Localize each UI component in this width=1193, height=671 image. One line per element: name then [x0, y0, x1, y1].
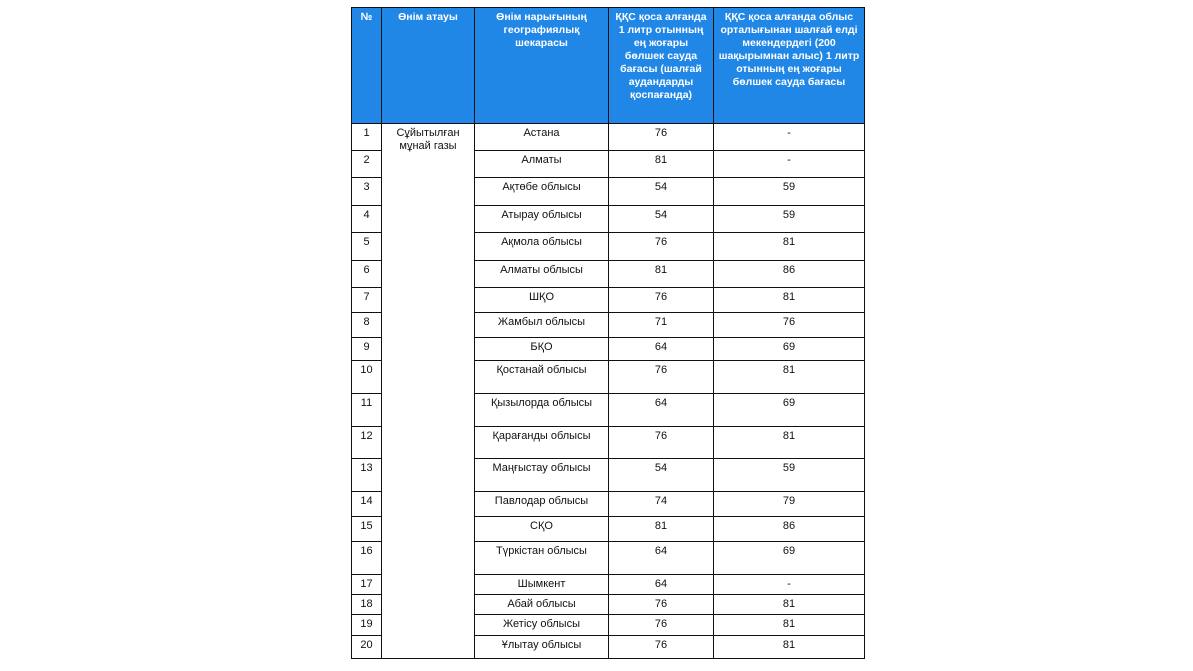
price-center: 76 — [609, 427, 714, 459]
region-name: Қостанай облысы — [475, 361, 609, 394]
price-remote: 86 — [714, 517, 865, 542]
region-name: Атырау облысы — [475, 206, 609, 233]
row-number: 20 — [352, 636, 382, 659]
header-geo: Өнім нарығының географиялық шекарасы — [475, 8, 609, 124]
price-center: 54 — [609, 178, 714, 206]
price-center: 76 — [609, 361, 714, 394]
region-name: Шымкент — [475, 575, 609, 595]
region-name: Алматы облысы — [475, 261, 609, 288]
price-center: 74 — [609, 492, 714, 517]
region-name: Жамбыл облысы — [475, 313, 609, 338]
price-center: 64 — [609, 575, 714, 595]
price-remote: 69 — [714, 394, 865, 427]
price-center: 76 — [609, 636, 714, 659]
price-remote: 76 — [714, 313, 865, 338]
row-number: 5 — [352, 233, 382, 261]
row-number: 9 — [352, 338, 382, 361]
price-remote: - — [714, 124, 865, 151]
price-center: 76 — [609, 595, 714, 615]
price-center: 76 — [609, 233, 714, 261]
region-name: Ақтөбе облысы — [475, 178, 609, 206]
price-center: 76 — [609, 615, 714, 636]
row-number: 11 — [352, 394, 382, 427]
region-name: ШҚО — [475, 288, 609, 313]
price-center: 71 — [609, 313, 714, 338]
region-name: Алматы — [475, 151, 609, 178]
price-remote: 81 — [714, 615, 865, 636]
row-number: 1 — [352, 124, 382, 151]
table-row — [352, 124, 865, 151]
row-number: 6 — [352, 261, 382, 288]
region-name: Астана — [475, 124, 609, 151]
row-number: 10 — [352, 361, 382, 394]
product-name: Сұйытылған мұнай газы — [382, 124, 475, 659]
price-remote: 79 — [714, 492, 865, 517]
region-name: Ұлытау облысы — [475, 636, 609, 659]
price-remote: 81 — [714, 427, 865, 459]
region-name: Түркістан облысы — [475, 542, 609, 575]
price-center: 54 — [609, 459, 714, 492]
price-remote: 69 — [714, 338, 865, 361]
price-center: 64 — [609, 338, 714, 361]
header-num: № — [352, 8, 382, 124]
row-number: 17 — [352, 575, 382, 595]
region-name: Жетісу облысы — [475, 615, 609, 636]
region-name: Абай облысы — [475, 595, 609, 615]
price-remote: 81 — [714, 636, 865, 659]
price-remote: 59 — [714, 459, 865, 492]
price-remote: 59 — [714, 178, 865, 206]
row-number: 12 — [352, 427, 382, 459]
price-remote: 81 — [714, 288, 865, 313]
row-number: 7 — [352, 288, 382, 313]
row-number: 4 — [352, 206, 382, 233]
price-table — [351, 7, 865, 659]
row-number: 14 — [352, 492, 382, 517]
region-name: БҚО — [475, 338, 609, 361]
region-name: Қарағанды облысы — [475, 427, 609, 459]
price-center: 54 — [609, 206, 714, 233]
price-center: 81 — [609, 261, 714, 288]
row-number: 15 — [352, 517, 382, 542]
row-number: 8 — [352, 313, 382, 338]
region-name: Ақмола облысы — [475, 233, 609, 261]
header-row — [352, 8, 865, 124]
row-number: 19 — [352, 615, 382, 636]
price-center: 76 — [609, 124, 714, 151]
price-center: 81 — [609, 517, 714, 542]
header-product: Өнім атауы — [382, 8, 475, 124]
price-remote: 81 — [714, 595, 865, 615]
price-remote: - — [714, 575, 865, 595]
region-name: Қызылорда облысы — [475, 394, 609, 427]
row-number: 13 — [352, 459, 382, 492]
price-center: 64 — [609, 394, 714, 427]
price-center: 81 — [609, 151, 714, 178]
price-remote: 86 — [714, 261, 865, 288]
price-remote: 59 — [714, 206, 865, 233]
price-remote: - — [714, 151, 865, 178]
region-name: СҚО — [475, 517, 609, 542]
header-price-remote: ҚҚС қоса алғанда облыс орталығынан шалғай елді мекендердегі (200 шақырымнан алыс) 1 литр отынның ең жоғары бөлшек сауда бағасы — [714, 8, 865, 124]
price-remote: 69 — [714, 542, 865, 575]
price-center: 64 — [609, 542, 714, 575]
price-center: 76 — [609, 288, 714, 313]
price-remote: 81 — [714, 361, 865, 394]
region-name: Маңғыстау облысы — [475, 459, 609, 492]
region-name: Павлодар облысы — [475, 492, 609, 517]
price-remote: 81 — [714, 233, 865, 261]
row-number: 2 — [352, 151, 382, 178]
row-number: 3 — [352, 178, 382, 206]
row-number: 18 — [352, 595, 382, 615]
row-number: 16 — [352, 542, 382, 575]
header-price-center: ҚҚС қоса алғанда 1 литр отынның ең жоғары бөлшек сауда бағасы (шалғай аудандарды қоспағанда) — [609, 8, 714, 124]
